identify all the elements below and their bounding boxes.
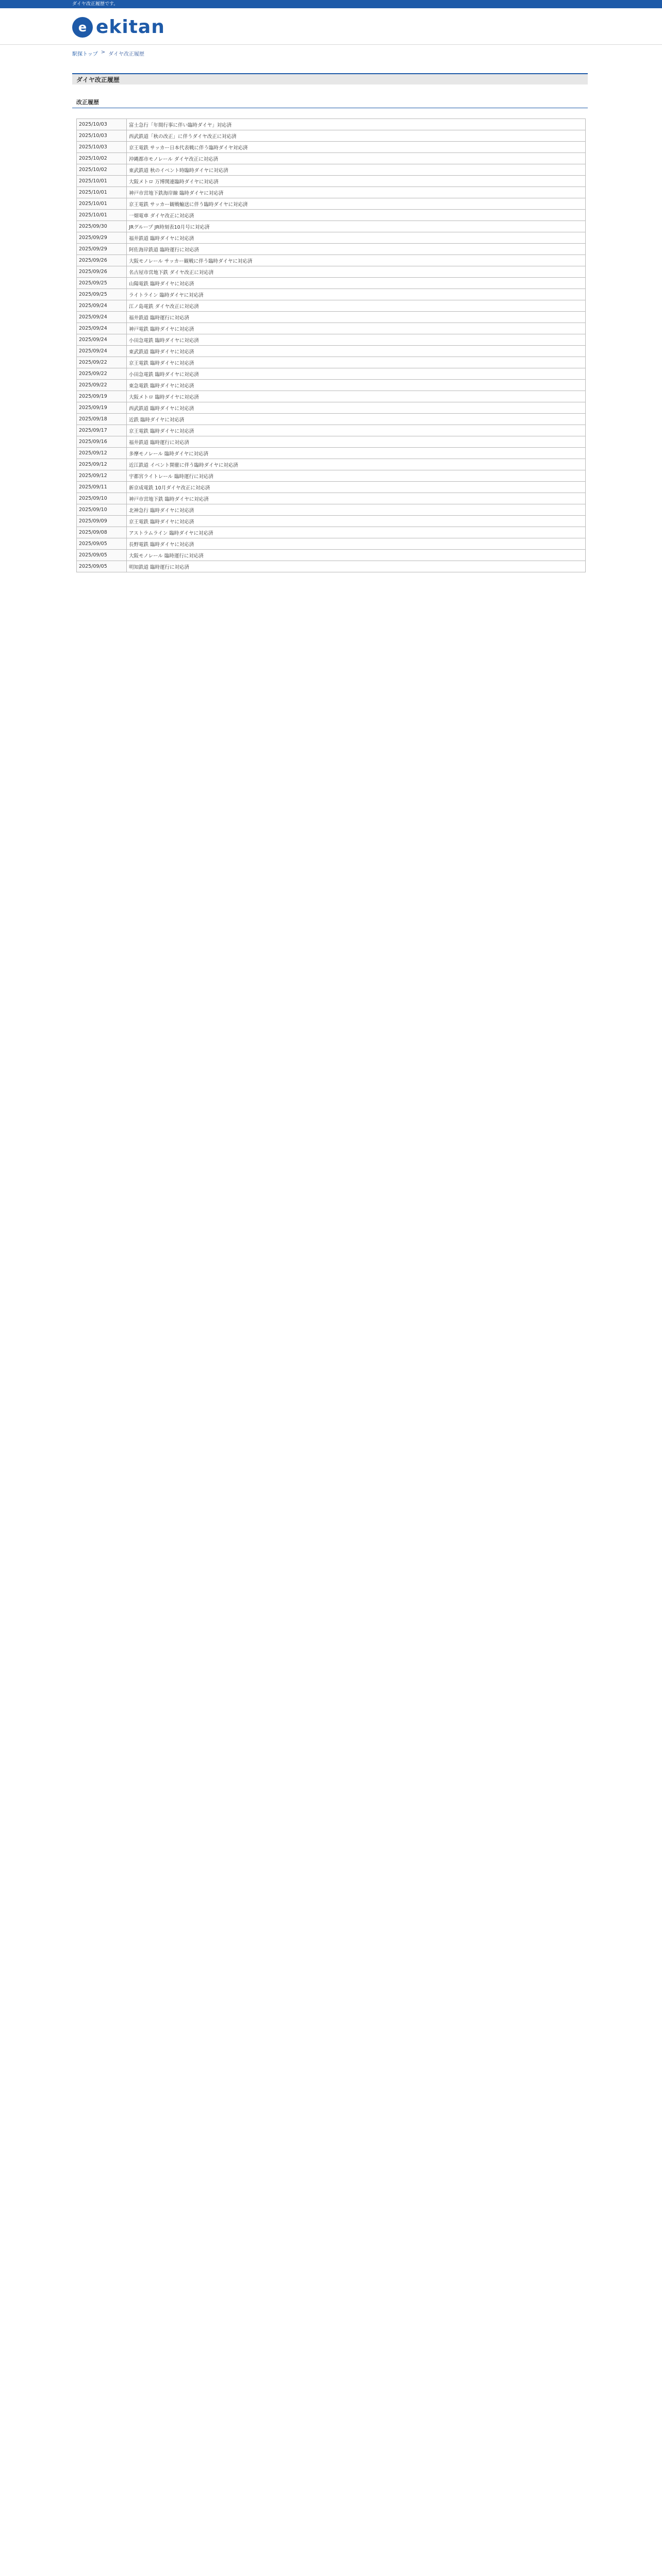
row-text: 東武鉄道 秋のイベント時臨時ダイヤに対応済	[127, 164, 586, 176]
table-row	[77, 436, 586, 448]
row-text: 沖縄都市モノレール ダイヤ改正に対応済	[127, 153, 586, 164]
row-text: 富士急行「年間行事に伴い臨時ダイヤ」対応済	[127, 119, 586, 130]
row-date: 2025/09/19	[77, 391, 127, 402]
table-row	[77, 198, 586, 210]
row-date: 2025/10/03	[77, 142, 127, 153]
table-row	[77, 244, 586, 255]
row-date: 2025/09/11	[77, 482, 127, 493]
row-date: 2025/09/09	[77, 516, 127, 527]
table-row	[77, 414, 586, 425]
row-text: 京王電鉄 臨時ダイヤに対応済	[127, 516, 586, 527]
table-row	[77, 527, 586, 538]
table-row	[77, 402, 586, 414]
logo-text: ekitan	[96, 16, 165, 38]
table-row	[77, 119, 586, 130]
row-date: 2025/09/22	[77, 380, 127, 391]
row-date: 2025/10/02	[77, 153, 127, 164]
row-date: 2025/10/01	[77, 187, 127, 198]
row-date: 2025/09/22	[77, 368, 127, 380]
row-date: 2025/10/01	[77, 210, 127, 221]
row-text: 福井鉄道 臨時ダイヤに対応済	[127, 232, 586, 244]
row-text: 北神急行 臨時ダイヤに対応済	[127, 504, 586, 516]
table-row	[77, 323, 586, 334]
row-date: 2025/09/12	[77, 459, 127, 470]
table-row	[77, 380, 586, 391]
table-row	[77, 312, 586, 323]
table-row	[77, 289, 586, 300]
row-date: 2025/09/24	[77, 323, 127, 334]
row-date: 2025/09/12	[77, 470, 127, 482]
row-text: 東急電鉄 臨時ダイヤに対応済	[127, 380, 586, 391]
table-row	[77, 221, 586, 232]
table-row	[77, 550, 586, 561]
table-row	[77, 176, 586, 187]
row-text: 小田急電鉄 臨時ダイヤに対応済	[127, 368, 586, 380]
row-text: 京王電鉄 臨時ダイヤに対応済	[127, 357, 586, 368]
row-text: 大阪モノレール サッカー観戦に伴う臨時ダイヤに対応済	[127, 255, 586, 266]
row-date: 2025/09/16	[77, 436, 127, 448]
logo[interactable]	[72, 16, 165, 38]
row-text: 京王電鉄 臨時ダイヤに対応済	[127, 425, 586, 436]
row-date: 2025/09/24	[77, 312, 127, 323]
table-row	[77, 425, 586, 436]
row-text: 大阪メトロ 臨時ダイヤに対応済	[127, 391, 586, 402]
row-text: 大阪メトロ 万博関連臨時ダイヤに対応済	[127, 176, 586, 187]
row-date: 2025/10/03	[77, 130, 127, 142]
row-text: 名古屋市営地下鉄 ダイヤ改正に対応済	[127, 266, 586, 278]
breadcrumb	[72, 49, 144, 57]
table-row	[77, 538, 586, 550]
breadcrumb-current: ダイヤ改正履歴	[108, 52, 144, 57]
row-text: 山陽電鉄 臨時ダイヤに対応済	[127, 278, 586, 289]
row-date: 2025/10/01	[77, 198, 127, 210]
table-row	[77, 130, 586, 142]
table-row	[77, 255, 586, 266]
table-row	[77, 516, 586, 527]
row-text: 神戸市営地下鉄 臨時ダイヤに対応済	[127, 493, 586, 504]
table-row	[77, 448, 586, 459]
table-row	[77, 300, 586, 312]
breadcrumb-home-link[interactable]: 駅探トップ	[72, 52, 98, 57]
table-row	[77, 346, 586, 357]
row-text: 多摩モノレール 臨時ダイヤに対応済	[127, 448, 586, 459]
history-table	[76, 118, 586, 572]
table-row	[77, 470, 586, 482]
table-row	[77, 459, 586, 470]
top-strip: ダイヤ改正履歴です。	[0, 0, 662, 8]
table-row	[77, 504, 586, 516]
row-date: 2025/10/02	[77, 164, 127, 176]
table-row	[77, 482, 586, 493]
row-text: 西武鉄道「秋の改正」に伴うダイヤ改正に対応済	[127, 130, 586, 142]
row-text: 近江鉄道 イベント開催に伴う臨時ダイヤに対応済	[127, 459, 586, 470]
row-text: 宇都宮ライトレール 臨時運行に対応済	[127, 470, 586, 482]
row-date: 2025/09/05	[77, 550, 127, 561]
table-row	[77, 232, 586, 244]
table-row	[77, 334, 586, 346]
logo-mark: e	[72, 17, 93, 38]
row-date: 2025/09/25	[77, 278, 127, 289]
row-date: 2025/09/24	[77, 334, 127, 346]
row-text: JRグループ JR時刻表10月号に対応済	[127, 221, 586, 232]
row-date: 2025/10/03	[77, 119, 127, 130]
table-row	[77, 357, 586, 368]
table-row	[77, 266, 586, 278]
row-date: 2025/09/17	[77, 425, 127, 436]
table-row	[77, 153, 586, 164]
table-row	[77, 278, 586, 289]
row-text: 京王電鉄 サッカー観戦輸送に伴う臨時ダイヤに対応済	[127, 198, 586, 210]
table-row	[77, 368, 586, 380]
table-row	[77, 391, 586, 402]
row-text: 西武鉄道 臨時ダイヤに対応済	[127, 402, 586, 414]
row-text: 小田急電鉄 臨時ダイヤに対応済	[127, 334, 586, 346]
row-date: 2025/09/26	[77, 266, 127, 278]
table-row	[77, 210, 586, 221]
row-text: 新京成電鉄 10月ダイヤ改正に対応済	[127, 482, 586, 493]
table-row	[77, 187, 586, 198]
row-date: 2025/09/29	[77, 244, 127, 255]
table-row	[77, 142, 586, 153]
row-date: 2025/09/10	[77, 504, 127, 516]
row-text: 大阪モノレール 臨時運行に対応済	[127, 550, 586, 561]
table-row	[77, 164, 586, 176]
row-text: 明知鉄道 臨時運行に対応済	[127, 561, 586, 572]
row-date: 2025/09/05	[77, 538, 127, 550]
row-text: アストラムライン 臨時ダイヤに対応済	[127, 527, 586, 538]
row-text: 一畑電車 ダイヤ改正に対応済	[127, 210, 586, 221]
row-text: 東武鉄道 臨時ダイヤに対応済	[127, 346, 586, 357]
header	[0, 8, 662, 45]
row-date: 2025/09/18	[77, 414, 127, 425]
row-date: 2025/09/24	[77, 300, 127, 312]
row-text: 阿佐海岸鉄道 臨時運行に対応済	[127, 244, 586, 255]
row-date: 2025/09/08	[77, 527, 127, 538]
row-text: 神戸電鉄 臨時ダイヤに対応済	[127, 323, 586, 334]
table-row	[77, 561, 586, 572]
row-date: 2025/09/12	[77, 448, 127, 459]
table-row	[77, 493, 586, 504]
row-date: 2025/09/25	[77, 289, 127, 300]
row-date: 2025/09/22	[77, 357, 127, 368]
row-date: 2025/09/30	[77, 221, 127, 232]
row-text: 長野電鉄 臨時ダイヤに対応済	[127, 538, 586, 550]
row-date: 2025/09/10	[77, 493, 127, 504]
row-date: 2025/09/19	[77, 402, 127, 414]
row-text: 近鉄 臨時ダイヤに対応済	[127, 414, 586, 425]
row-text: 神戸市営地下鉄海岸線 臨時ダイヤに対応済	[127, 187, 586, 198]
row-date: 2025/09/24	[77, 346, 127, 357]
row-date: 2025/09/05	[77, 561, 127, 572]
row-text: 京王電鉄 サッカー日本代表戦に伴う臨時ダイヤ対応済	[127, 142, 586, 153]
breadcrumb-separator: >	[101, 49, 106, 55]
row-date: 2025/09/29	[77, 232, 127, 244]
section-title: 改正履歴	[72, 98, 588, 108]
row-text: 福井鉄道 臨時運行に対応済	[127, 312, 586, 323]
row-date: 2025/10/01	[77, 176, 127, 187]
row-text: 江ノ島電鉄 ダイヤ改正に対応済	[127, 300, 586, 312]
row-date: 2025/09/26	[77, 255, 127, 266]
row-text: ライトライン 臨時ダイヤに対応済	[127, 289, 586, 300]
page-title: ダイヤ改正履歴	[72, 73, 588, 84]
row-text: 福井鉄道 臨時運行に対応済	[127, 436, 586, 448]
